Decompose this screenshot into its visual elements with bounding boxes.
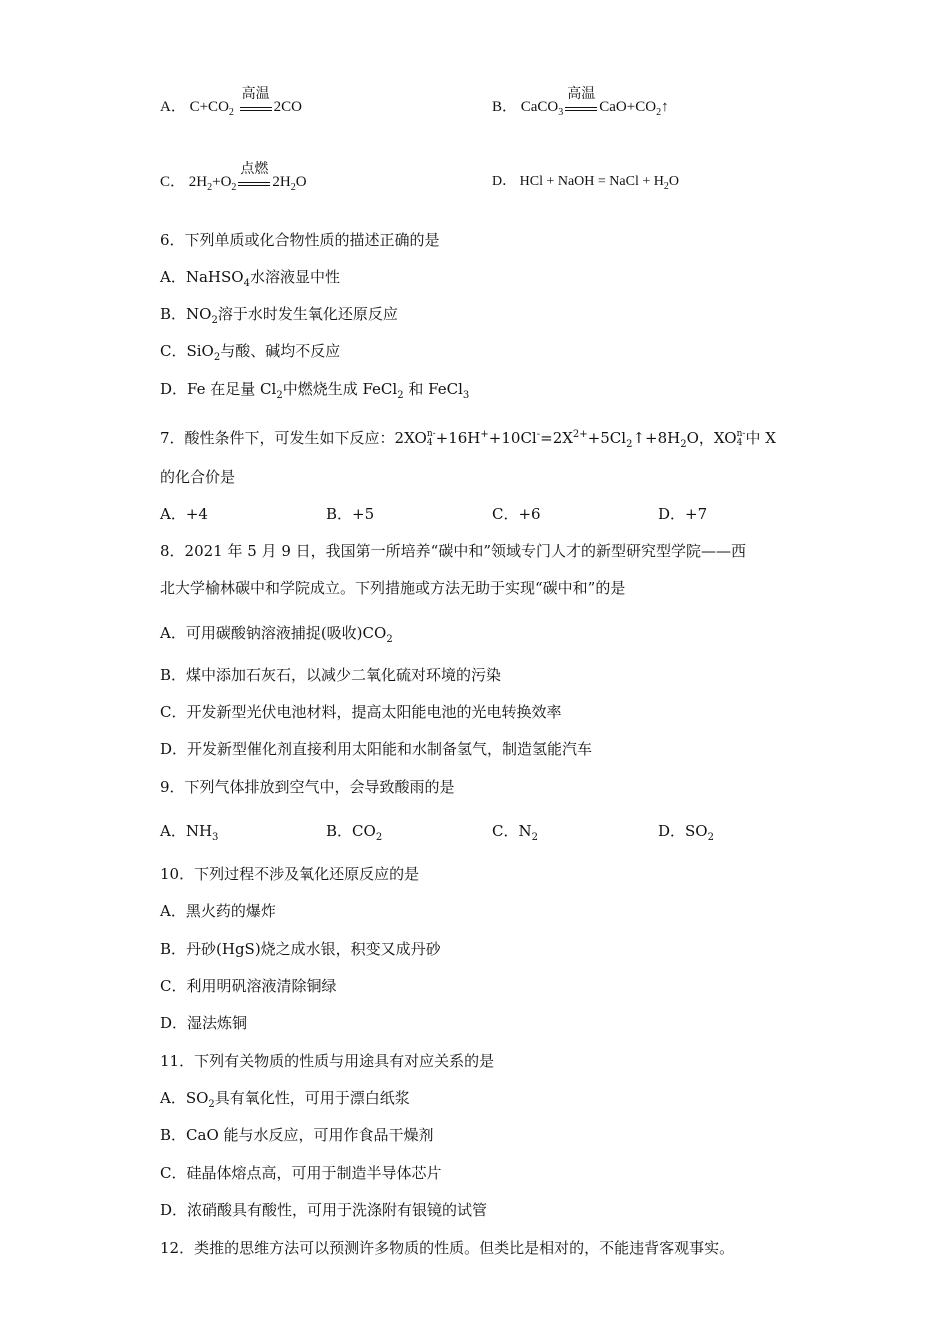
stem-text: =2X bbox=[540, 429, 573, 447]
q11-option-d: D．浓硝酸具有酸性，可用于洗涤附有银镜的试管 bbox=[160, 1201, 488, 1219]
q11-option-c: C．硅晶体熔点高，可用于制造半导体芯片 bbox=[160, 1164, 442, 1182]
q10-option-d: D．湿法炼铜 bbox=[160, 1014, 248, 1032]
subscript: 4 bbox=[243, 278, 250, 289]
q8-option-a bbox=[160, 622, 393, 651]
stem-text: ↑+8H bbox=[632, 429, 681, 447]
subscript: 2 bbox=[626, 439, 633, 450]
stem-text: 7．酸性条件下，可发生如下反应：2XO bbox=[160, 429, 427, 447]
option-text: C．SiO bbox=[160, 342, 214, 360]
subscript: 2 bbox=[707, 832, 714, 843]
reaction-condition bbox=[238, 86, 274, 119]
q6-stem: 6．下列单质或化合物性质的描述正确的是 bbox=[160, 231, 440, 249]
q5-option-c bbox=[160, 161, 307, 199]
subscript: 2 bbox=[680, 439, 687, 450]
q7-option-a: A．+4 bbox=[160, 505, 208, 523]
option-text: A．NaHSO bbox=[160, 268, 244, 286]
reaction-condition bbox=[563, 86, 599, 119]
subscript: 2 bbox=[276, 390, 283, 401]
equation-text: 2H bbox=[188, 174, 208, 190]
option-text: B．CO bbox=[326, 822, 376, 840]
equation-text: C+CO bbox=[189, 99, 229, 115]
q12-stem: 12．类推的思维方法可以预测许多物质的性质。但类比是相对的，不能违背客观事实。 bbox=[160, 1239, 735, 1257]
subscript: 2 bbox=[208, 1099, 215, 1110]
superscript: 2+ bbox=[572, 429, 588, 440]
q11-stem: 11．下列有关物质的性质与用途具有对应关系的是 bbox=[160, 1052, 495, 1070]
option-label: A． bbox=[160, 99, 186, 115]
subscript: 2 bbox=[211, 315, 218, 326]
option-label: C． bbox=[160, 174, 186, 190]
condition-text: 点燃 bbox=[240, 161, 269, 177]
option-text: 溶于水时发生氧化还原反应 bbox=[217, 305, 398, 323]
q5-option-d bbox=[492, 171, 679, 198]
option-text: A．可用碳酸钠溶液捕捉(吸收) bbox=[160, 624, 363, 642]
superscript: - bbox=[536, 429, 541, 440]
q7-stem bbox=[160, 424, 776, 456]
subscript: 2 bbox=[375, 832, 383, 843]
q8-option-c: C．开发新型光伏电池材料，提高太阳能电池的光电转换效率 bbox=[160, 703, 562, 721]
option-text: C．N bbox=[492, 822, 532, 840]
q10-option-c: C．利用明矾溶液清除铜绿 bbox=[160, 977, 337, 995]
q8-option-b: B．煤中添加石灰石，以减少二氧化硫对环境的污染 bbox=[160, 666, 502, 684]
superscript: n- bbox=[426, 429, 436, 439]
q10-option-b: B．丹砂(HgS)烧之成水银，积变又成丹砂 bbox=[160, 940, 441, 958]
subscript: 3 bbox=[212, 832, 219, 843]
equation-text: O bbox=[295, 174, 307, 190]
subscript: 2 bbox=[656, 107, 662, 118]
equation-text: O bbox=[668, 174, 679, 189]
subscript: 2 bbox=[228, 107, 234, 118]
equation-text: HCl + NaOH = NaCl + H bbox=[519, 174, 664, 189]
subscript: 2 bbox=[663, 180, 669, 192]
subscript: 3 bbox=[558, 107, 564, 118]
q10-stem: 10．下列过程不涉及氧化还原反应的是 bbox=[160, 865, 420, 883]
option-text: CO bbox=[362, 624, 387, 642]
q6-option-b bbox=[160, 303, 398, 332]
stem-text: +16H bbox=[435, 429, 481, 447]
subscript: 2 bbox=[290, 182, 296, 193]
q6-option-d bbox=[160, 378, 469, 407]
option-text: 具有氧化性，可用于漂白纸浆 bbox=[214, 1089, 410, 1107]
stem-text: +10Cl bbox=[488, 429, 537, 447]
option-text: D．SO bbox=[658, 822, 708, 840]
q8-stem-line2: 北大学榆林碳中和学院成立。下列措施或方法无助于实现“碳中和”的是 bbox=[160, 579, 626, 597]
option-text: 和 FeCl bbox=[408, 380, 463, 398]
subscript: 2 bbox=[397, 390, 404, 401]
option-text: 水溶液显中性 bbox=[249, 268, 340, 286]
q8-stem-line1: 8．2021 年 5 月 9 日，我国第一所培养“碳中和”领域专门人才的新型研究型学院——西 bbox=[160, 542, 746, 560]
q7-option-d: D．+7 bbox=[658, 505, 708, 523]
gas-arrow-icon: ↑ bbox=[661, 99, 669, 115]
condition-text: 高温 bbox=[241, 86, 270, 102]
option-text: 与酸、碱均不反应 bbox=[220, 342, 341, 360]
stem-text: +5Cl bbox=[587, 429, 627, 447]
q8-option-d: D．开发新型催化剂直接利用太阳能和水制备氢气，制造氢能汽车 bbox=[160, 740, 593, 758]
reaction-condition bbox=[236, 161, 272, 194]
equation-text: 2H bbox=[272, 174, 291, 190]
stem-text: 中 X bbox=[745, 429, 776, 447]
q11-option-a bbox=[160, 1087, 410, 1116]
option-text: B．NO bbox=[160, 305, 212, 323]
q9-option-a bbox=[160, 820, 218, 849]
option-label: B． bbox=[492, 99, 518, 115]
q7-option-c: C．+6 bbox=[492, 505, 541, 523]
condition-text: 高温 bbox=[567, 86, 596, 102]
q7-stem-line2: 的化合价是 bbox=[160, 468, 236, 486]
superscript: n- bbox=[736, 429, 746, 439]
superscript: + bbox=[480, 429, 489, 440]
stem-text: O，XO bbox=[686, 429, 737, 447]
q11-option-b: B．CaO 能与水反应，可用作食品干燥剂 bbox=[160, 1126, 434, 1144]
option-text: 中燃烧生成 FeCl bbox=[282, 380, 398, 398]
q7-option-b: B．+5 bbox=[326, 505, 375, 523]
q5-option-a bbox=[160, 86, 302, 124]
q5-option-b bbox=[492, 86, 669, 124]
equation-text: 2CO bbox=[273, 99, 302, 115]
option-text: A．SO bbox=[160, 1089, 209, 1107]
q6-option-a bbox=[160, 266, 340, 295]
subscript: 4 bbox=[736, 438, 743, 448]
option-text: A．NH bbox=[160, 822, 213, 840]
option-label: D． bbox=[492, 174, 517, 189]
subscript: 2 bbox=[213, 352, 221, 363]
subscript: 2 bbox=[386, 634, 393, 645]
q10-option-a: A．黑火药的爆炸 bbox=[160, 902, 276, 920]
q9-stem: 9．下列气体排放到空气中，会导致酸雨的是 bbox=[160, 778, 455, 796]
subscript: 2 bbox=[531, 832, 538, 843]
option-text: D．Fe 在足量 Cl bbox=[160, 380, 277, 398]
subscript: 4 bbox=[426, 438, 433, 448]
equation-text: CaO+CO bbox=[599, 99, 657, 115]
equation-text: +O bbox=[212, 174, 232, 190]
q9-option-b bbox=[326, 820, 382, 849]
subscript: 3 bbox=[462, 390, 470, 401]
q9-option-c bbox=[492, 820, 538, 849]
subscript: 2 bbox=[207, 182, 213, 193]
q9-option-d bbox=[658, 820, 714, 849]
subscript: 2 bbox=[231, 182, 237, 193]
q6-option-c bbox=[160, 340, 340, 369]
equation-text: CaCO bbox=[520, 99, 559, 115]
